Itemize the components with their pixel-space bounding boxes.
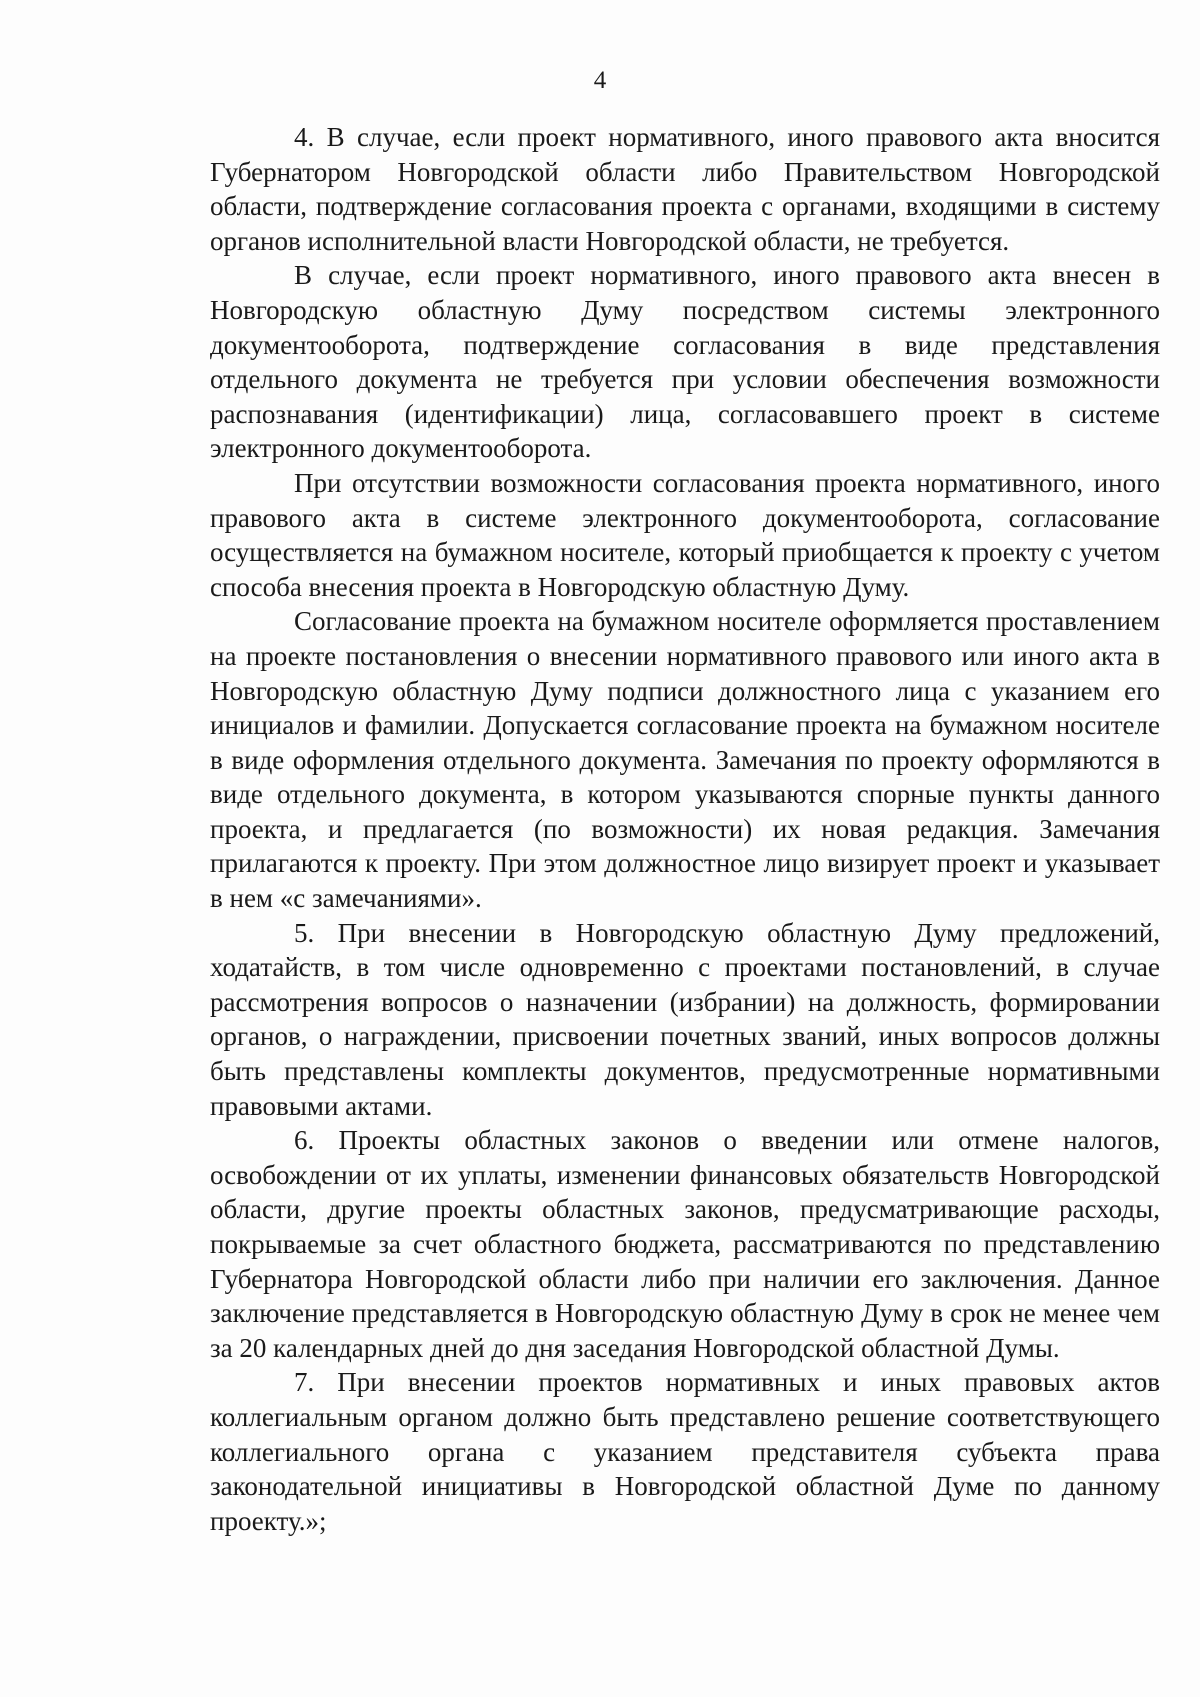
- page-number: 4: [593, 67, 607, 94]
- paragraph-approval-procedure: Согласование проекта на бумажном носителе оформляется проставлением на проекте постановления о внесении нормативного правового или иного акта в Новгородскую областную Думу подписи должностного лица с указанием его инициалов и фамилии. Допускается согласование проекта на бумажном носителе в виде оформления отдельного документа. Замечания по проекту оформляются в виде отдельного документа, в котором указываются спорные пункты данного проекта, и предлагается (по возможности) их новая редакция. Замечания прилагаются к проекту. При этом должностное лицо визирует проект и указывает в нем «с замечаниями».: [210, 606, 1160, 914]
- document-body: [210, 120, 1160, 1538]
- paragraph-paper-approval: При отсутствии возможности согласования проекта нормативного, иного правового акта в системе электронного документооборота, согласование осуществляется на бумажном носителе, который приобщается к проекту с учетом способа внесения проекта в Новгородскую областную Думу.: [210, 467, 1160, 602]
- paragraph-item-4: 4. В случае, если проект нормативного, иного правового акта вносится Губернатором Новгородской области либо Правительством Новгородской области, подтверждение согласования проекта с органами, входящими в систему органов исполнительной власти Новгородской области, не требуется.: [210, 122, 1160, 256]
- paragraph-electronic-approval: В случае, если проект нормативного, иного правового акта внесен в Новгородскую областную Думу посредством системы электронного документооборота, подтверждение согласования в виде представления отдельного документа не требуется при условии обеспечения возможности распознавания (идентификации) лица, согласовавшего проект в системе электронного документооборота.: [210, 260, 1160, 464]
- paragraph-item-6: 6. Проекты областных законов о введении или отмене налогов, освобождении от их уплаты, изменении финансовых обязательств Новгородской области, другие проекты областных законов, предусматривающие расходы, покрываемые за счет областного бюджета, рассматриваются по представлению Губернатора Новгородской области либо при наличии его заключения. Данное заключение представляется в Новгородскую областную Думу в срок не менее чем за 20 календарных дней до дня заседания Новгородской областной Думы.: [210, 1125, 1160, 1363]
- paragraph-item-5: 5. При внесении в Новгородскую областную Думу предложений, ходатайств, в том числе одновременно с проектами постановлений, в случае рассмотрения вопросов о назначении (избрании) на должность, формировании органов, о награждении, присвоении почетных званий, иных вопросов должны быть представлены комплекты документов, предусмотренные нормативными правовыми актами.: [210, 917, 1160, 1121]
- paragraph-item-7: 7. При внесении проектов нормативных и иных правовых актов коллегиальным органом должно быть представлено решение соответствующего коллегиального органа с указанием представителя субъекта права законодательной инициативы в Новгородской областной Думе по данному проекту.»;: [210, 1367, 1160, 1536]
